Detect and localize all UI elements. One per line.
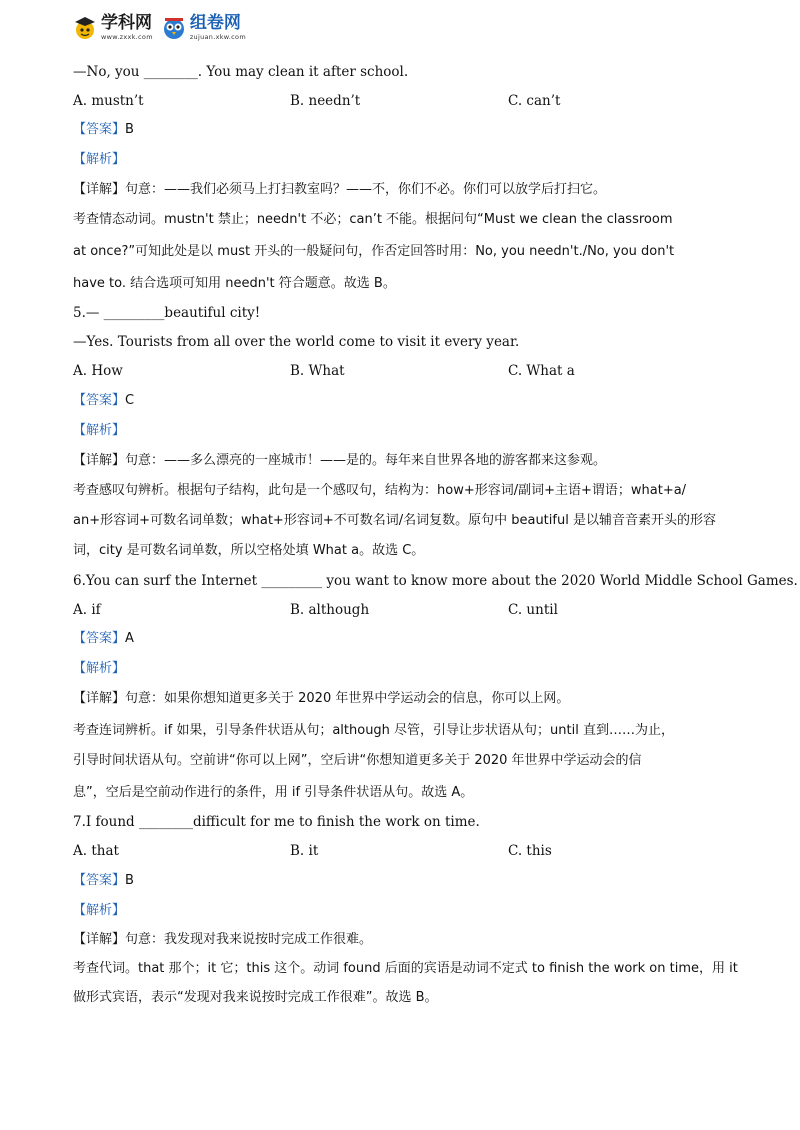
logo-zujuan-name: 组卷网 bbox=[189, 13, 241, 34]
q6-detail-4: 息”，空后是空前动作进行的条件，用 if 引导条件状语从句。故选 A。 bbox=[73, 785, 474, 800]
owl-icon bbox=[161, 15, 187, 41]
q7-analysis-label: 【解析】 bbox=[73, 903, 126, 918]
q5-text-2: —Yes. Tourists from all over the world come to visit it every year. bbox=[73, 334, 520, 350]
q4-option-c: C. can’t bbox=[508, 93, 561, 109]
q7-option-a: A. that bbox=[73, 843, 119, 859]
q4-analysis-label: 【解析】 bbox=[73, 152, 126, 167]
q5-detail-3: an+形容词+可数名词单数；what+形容词+不可数名词/名词复数。原句中 beautiful 是以辅音音素开头的形容 bbox=[73, 513, 716, 528]
q6-answer: 【答案】A bbox=[73, 631, 134, 646]
q4-text: —No, you ________. You may clean it after school. bbox=[73, 64, 409, 80]
header-logos bbox=[72, 8, 254, 48]
q4-detail-3: at once?”可知此处是以 must 开头的一般疑问句，作否定回答时用：No, you needn't./No, you don't bbox=[73, 244, 675, 259]
q6-option-a: A. if bbox=[73, 602, 101, 618]
q7-option-b: B. it bbox=[290, 843, 319, 859]
logo-zxxk-url: www.zxxk.com bbox=[101, 33, 153, 42]
q4-detail-4: have to. 结合选项可知用 needn't 符合题意。故选 B。 bbox=[73, 276, 396, 291]
q6-detail-3: 引导时间状语从句。空前讲“你可以上网”，空后讲“你想知道更多关于 2020 年世界中学运动会的信 bbox=[73, 753, 642, 768]
q6-option-b: B. although bbox=[290, 602, 370, 618]
q7-option-c: C. this bbox=[508, 843, 552, 859]
mascot-icon bbox=[72, 15, 98, 41]
q5-answer: 【答案】C bbox=[73, 393, 135, 408]
q5-analysis-label: 【解析】 bbox=[73, 423, 126, 438]
q4-detail-2: 考查情态动词。mustn't 禁止；needn't 不必；can’t 不能。根据问句“Must we clean the classroom bbox=[73, 212, 673, 227]
q4-answer: 【答案】B bbox=[73, 122, 134, 137]
q6-option-c: C. until bbox=[508, 602, 558, 618]
q5-detail-2: 考查感叹句辨析。根据句子结构，此句是一个感叹句，结构为：how+形容词/副词+主语+谓语；what+a/ bbox=[73, 483, 687, 498]
q7-text: 7.I found ________difficult for me to finish the work on time. bbox=[73, 814, 480, 830]
q4-detail-1: 【详解】句意：——我们必须马上打扫教室吗？——不，你们不必。你们可以放学后打扫它。 bbox=[73, 182, 607, 197]
q7-detail-3: 做形式宾语，表示“发现对我来说按时完成工作很难”。故选 B。 bbox=[73, 990, 438, 1005]
q7-detail-1: 【详解】句意：我发现对我来说按时完成工作很难。 bbox=[73, 932, 373, 947]
q5-option-c: C. What a bbox=[508, 363, 575, 379]
q6-analysis-label: 【解析】 bbox=[73, 661, 126, 676]
logo-zxxk-name: 学科网 bbox=[101, 13, 152, 34]
zxxk-logo[interactable] bbox=[72, 15, 153, 41]
q4-option-b: B. needn’t bbox=[290, 93, 361, 109]
q6-detail-2: 考查连词辨析。if 如果，引导条件状语从句；although 尽管，引导让步状语从句；until 直到……为止， bbox=[73, 723, 674, 738]
q6-detail-1: 【详解】句意：如果你想知道更多关于 2020 年世界中学运动会的信息，你可以上网。 bbox=[73, 691, 570, 706]
q5-option-b: B. What bbox=[290, 363, 345, 379]
q5-detail-1: 【详解】句意：——多么漂亮的一座城市！——是的。每年来自世界各地的游客都来这参观。 bbox=[73, 453, 607, 468]
logo-zujuan-url: zujuan.xkw.com bbox=[189, 33, 246, 42]
q7-answer: 【答案】B bbox=[73, 873, 134, 888]
q7-detail-2: 考查代词。that 那个；it 它；this 这个。动词 found 后面的宾语是动词不定式 to finish the work on time，用 it bbox=[73, 961, 738, 976]
q5-detail-4: 词，city 是可数名词单数，所以空格处填 What a。故选 C。 bbox=[73, 543, 425, 558]
q6-text: 6.You can surf the Internet _________ you want to know more about the 2020 World Middle School Games. bbox=[73, 573, 798, 589]
q5-option-a: A. How bbox=[73, 363, 123, 379]
q4-option-a: A. mustn’t bbox=[73, 93, 144, 109]
zujuan-logo[interactable] bbox=[161, 15, 246, 41]
q5-text: 5.— _________beautiful city! bbox=[73, 305, 261, 321]
